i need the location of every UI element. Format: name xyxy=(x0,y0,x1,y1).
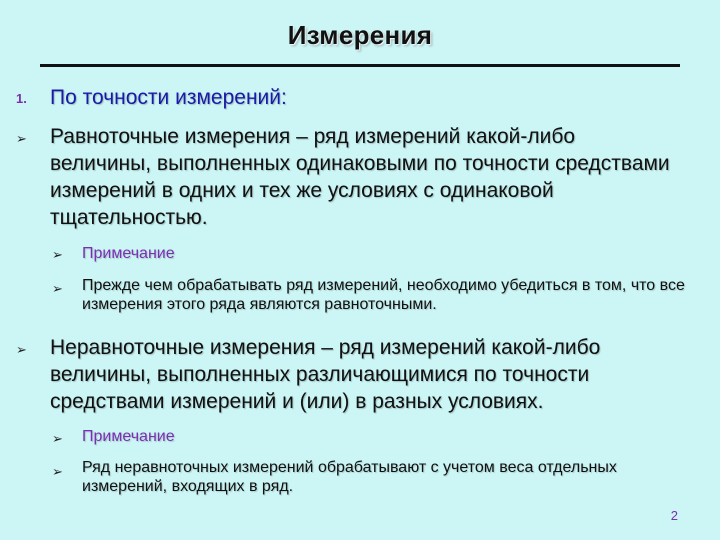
title-underline xyxy=(40,64,680,67)
arrow-bullet-icon: ➢ xyxy=(16,342,27,357)
list-item-note: Примечание xyxy=(82,245,175,262)
arrow-bullet-icon: ➢ xyxy=(52,281,63,296)
list-item-unequal-measurements: Неравноточные измерения – ряд измерений какой-либо величины, выполненных различающимися по точности средствами измерений и (или) в разных условиях. xyxy=(50,336,601,413)
arrow-bullet-icon: ➢ xyxy=(16,131,27,146)
list-item-note-text: Прежде чем обрабатывать ряд измерений, необходимо убедиться в том, что все измерения этого ряда являются равноточными. xyxy=(82,277,685,313)
list-item-equal-measurements: Равноточные измерения – ряд измерений какой-либо величины, выполненных одинаковыми по точности средствами измерений в одних и тех же условиях с одинаковой тщательностью. xyxy=(50,125,670,229)
arrow-bullet-icon: ➢ xyxy=(52,247,63,262)
arrow-bullet-icon: ➢ xyxy=(52,464,63,479)
list-item-note-text: Ряд неравноточных измерений обрабатывают с учетом веса отдельных измерений, входящих в ряд. xyxy=(82,459,617,495)
arrow-bullet-icon: ➢ xyxy=(52,431,63,446)
list-number: 1. xyxy=(16,91,27,106)
slide-title: Измерения xyxy=(287,20,433,50)
list-item-note: Примечание xyxy=(82,428,175,445)
page-number: 2 xyxy=(670,508,678,523)
list-item-heading: По точности измерений: xyxy=(50,86,287,109)
